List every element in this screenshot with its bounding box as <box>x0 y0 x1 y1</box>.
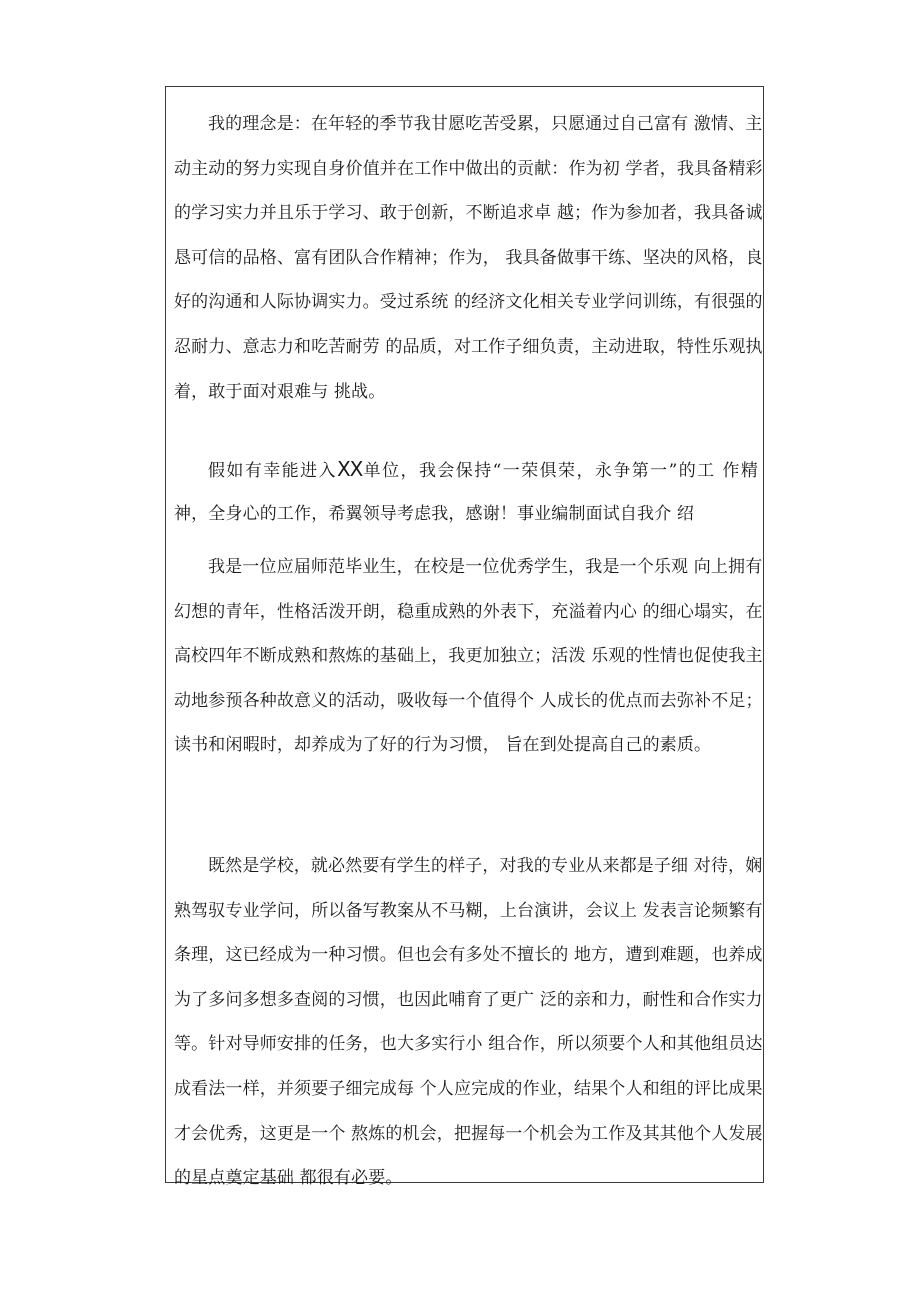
text-line: 的星点奠定基础 都很有必要。 <box>174 1168 403 1189</box>
text-line: 幻想的青年，性格活泼开朗，稳重成熟的外表下，充溢着内心 的细心塌实，在 <box>174 601 763 622</box>
text-line: 熟驾驭专业学问，所以备写教案从不马糊，上台演讲，会议上 发表言论频繁有 <box>174 900 763 921</box>
text-line: 既然是学校，就必然要有学生的样子，对我的专业从来都是子细 对待，娴 <box>208 856 763 876</box>
paragraph-introduction <box>174 545 763 768</box>
unit-placeholder: XX <box>336 457 363 481</box>
text-line: 才会优秀，这更是一个 熬炼的机会，把握每一个机会为工作及其其他个人发展 <box>174 1123 763 1144</box>
text-line: 神，全身心的工作，希翼领导考虑我，感谢！事业编制面试自我介 绍 <box>174 503 695 524</box>
text-line: 读书和闲暇时，却养成为了好的行为习惯， 旨在到处提高自己的素质。 <box>174 735 712 756</box>
text-line: 动地参预各种故意义的活动，吸收每一个值得个 人成长的优点而去弥补不足； <box>174 690 763 711</box>
text-line: 着，敢于面对艰难与 挑战。 <box>174 381 386 402</box>
document-frame <box>165 86 764 1189</box>
paragraph-closing <box>174 447 758 536</box>
text-line: 的学习实力并且乐于学习、敢于创新，不断追求卓 越；作为参加者，我具备诚 <box>174 203 763 224</box>
paragraph-philosophy <box>174 102 763 414</box>
text-line: 动主动的努力实现自身价值并在工作中做出的贡献：作为初 学者，我具备精彩 <box>174 158 763 179</box>
text-line: 恳可信的品格、富有团队合作精神；作为， 我具备做事干练、坚决的风格，良 <box>174 247 763 268</box>
text-line: 成看法一样，并须要子细完成每 个人应完成的作业，结果个人和组的评比成果 <box>174 1078 763 1099</box>
paragraph-study-habits <box>174 844 763 1201</box>
text-line: 条理，这已经成为一种习惯。但也会有多处不擅长的 地方，遭到难题，也养成 <box>174 945 763 966</box>
text-line: 高校四年不断成熟和熬炼的基础上，我更加独立；活泼 乐观的性情也促使我主 <box>174 646 763 667</box>
text-segment: 假如有幸能进入 <box>208 461 337 481</box>
text-segment: 单位，我会保持“一荣俱荣，永争第一”的工 作精 <box>362 461 758 481</box>
text-line: 我的理念是：在年轻的季节我甘愿吃苦受累，只愿通过自己富有 激情、主 <box>208 114 763 134</box>
text-line: 忍耐力、意志力和吃苦耐劳 的品质，对工作子细负责，主动进取，特性乐观执 <box>174 336 763 357</box>
text-line: 我是一位应届师范毕业生，在校是一位优秀学生，我是一个乐观 向上拥有 <box>208 557 763 577</box>
text-line <box>174 447 758 492</box>
text-line: 好的沟通和人际协调实力。受过系统 的经济文化相关专业学问训练，有很强的 <box>174 292 763 313</box>
text-line: 为了多问多想多查阅的习惯，也因此哺育了更广 泛的亲和力，耐性和合作实力 <box>174 989 763 1010</box>
text-line: 等。针对导师安排的任务，也大多实行小 组合作，所以须要个人和其他组员达 <box>174 1034 763 1055</box>
